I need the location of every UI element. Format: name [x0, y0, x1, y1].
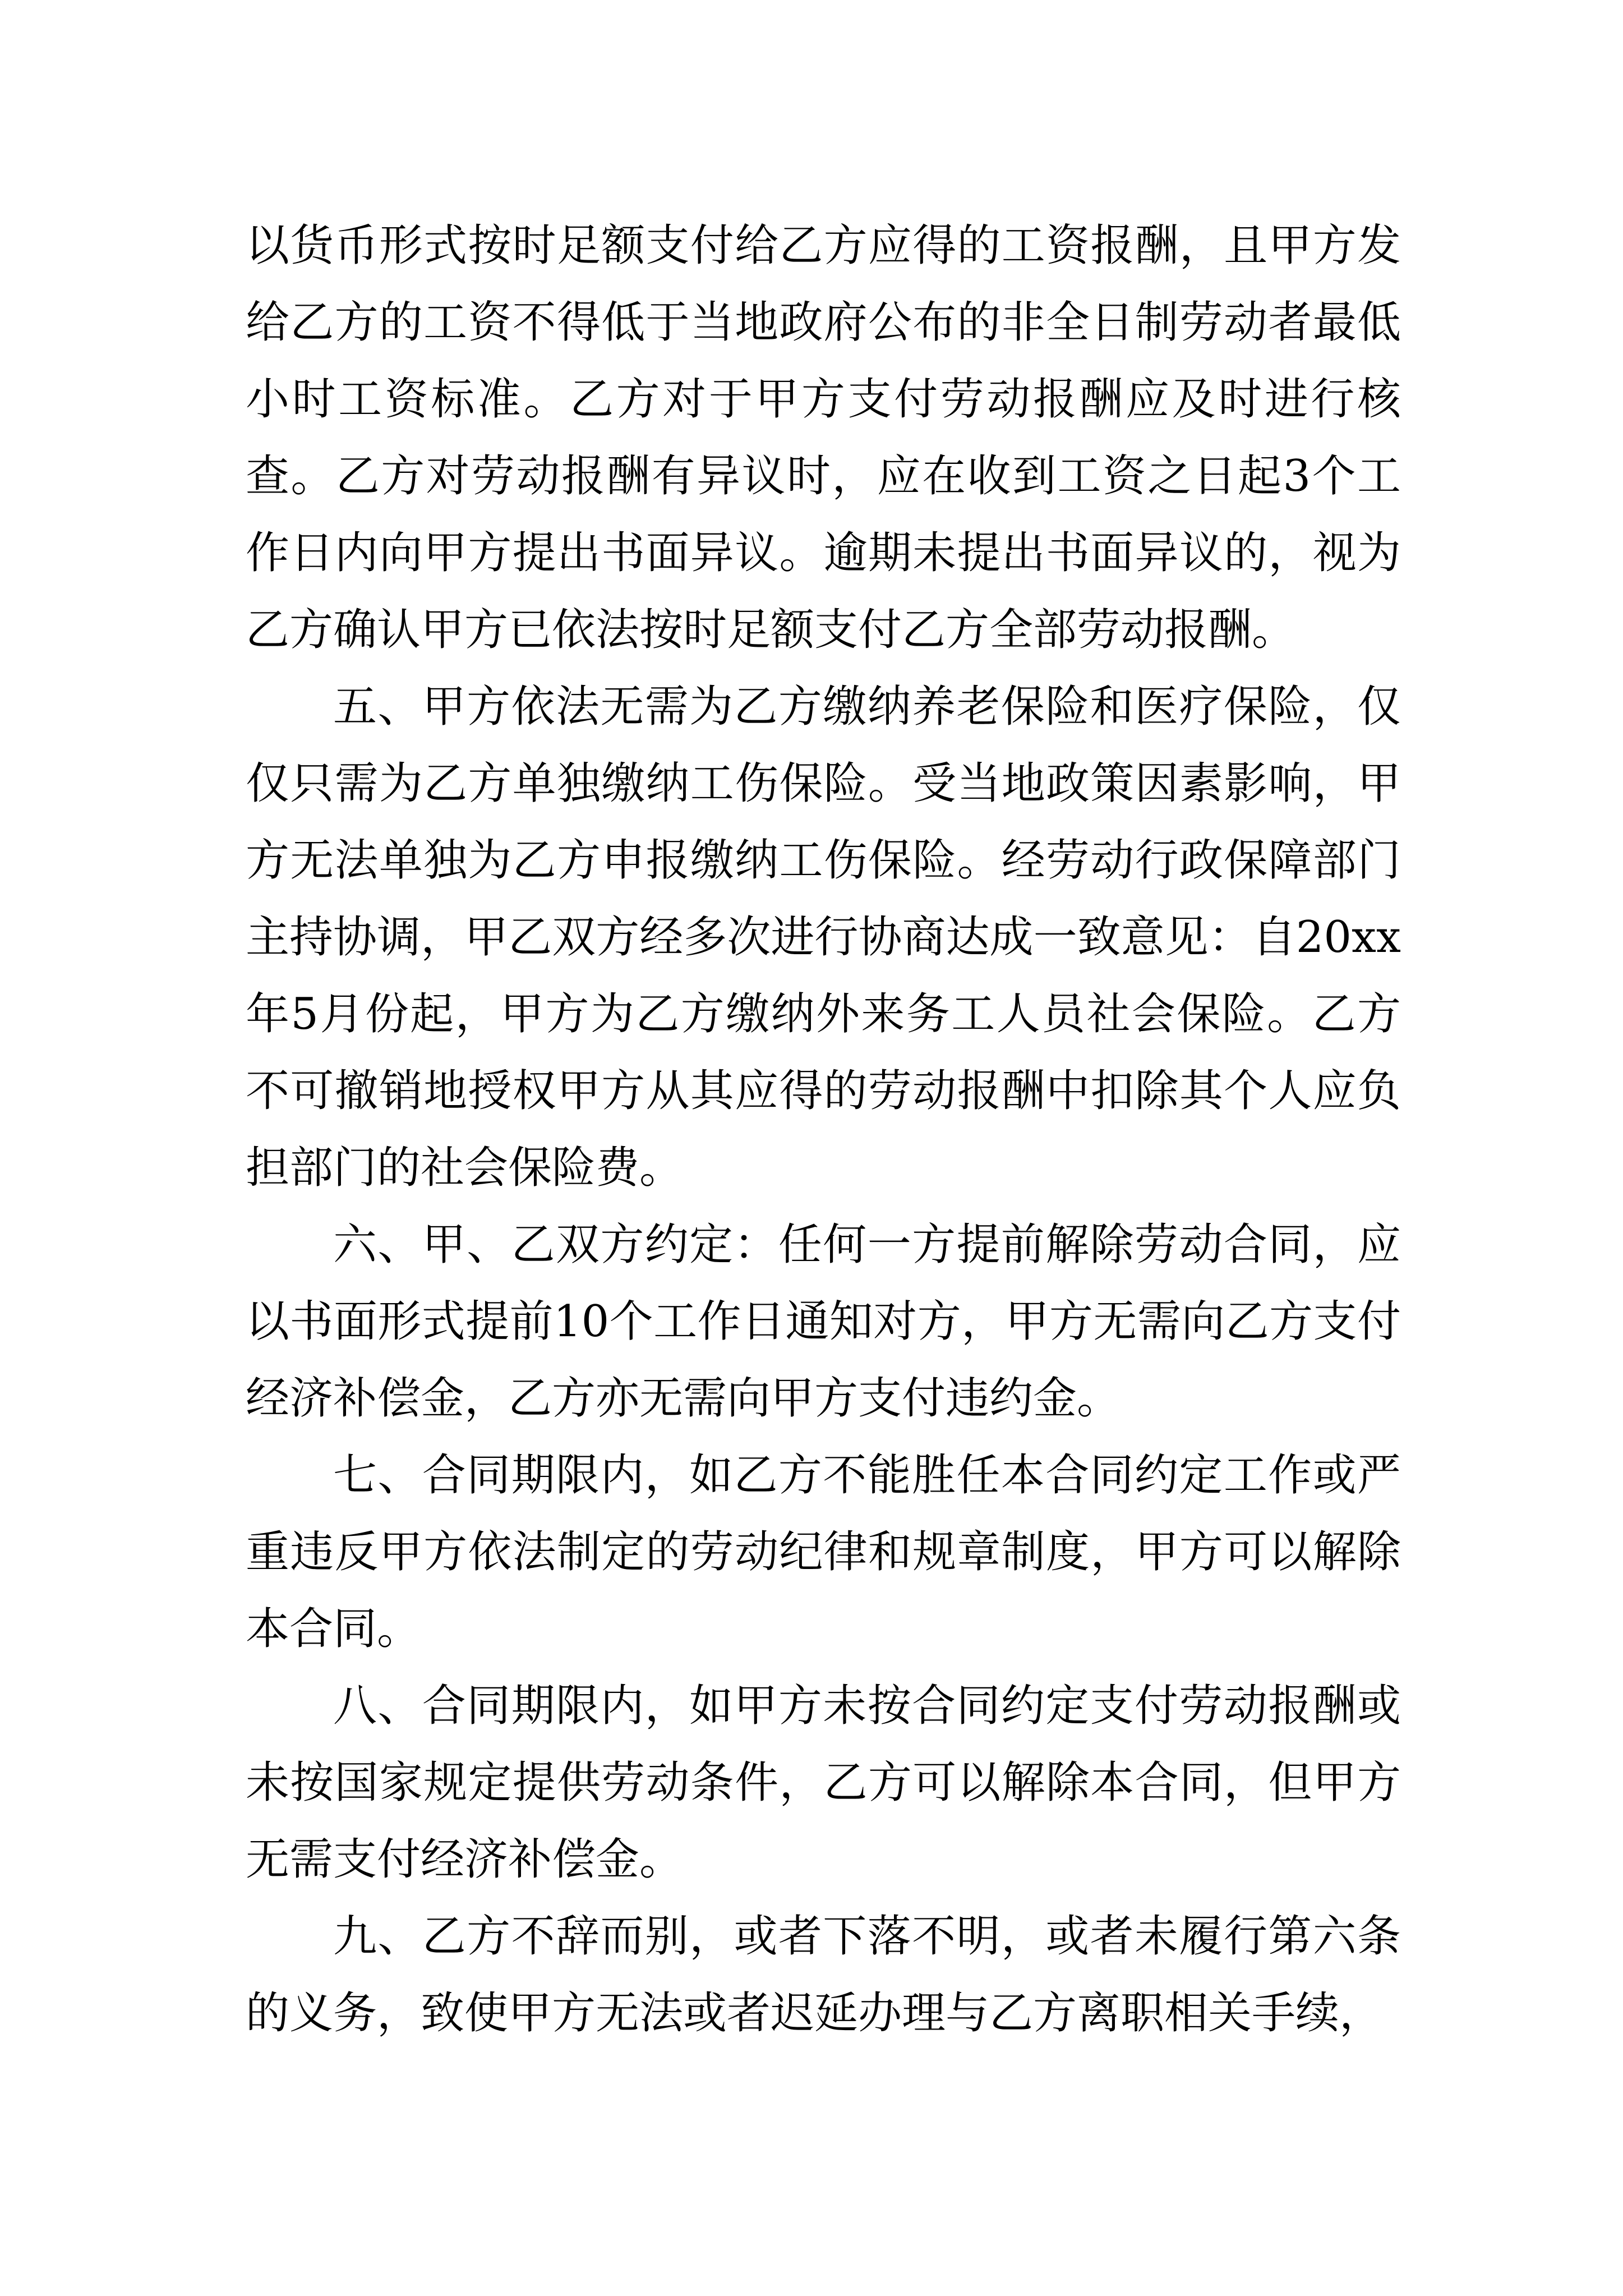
paragraph-clause-9-absence: 九、乙方不辞而别，或者下落不明，或者未履行第六条的义务，致使甲方无法或者迟延办理与乙方离职相关手续，	[246, 1911, 1401, 2039]
document-body	[246, 208, 1401, 2052]
paragraph-clause-5-insurance: 五、甲方依法无需为乙方缴纳养老保险和医疗保险，仅仅只需为乙方单独缴纳工伤保险。受当地政策因素影响，甲方无法单独为乙方申报缴纳工伤保险。经劳动行政保障部门主持协调，甲乙双方经多次进行协商达成一致意见：自20xx年5月份起，甲方为乙方缴纳外来务工人员社会保险。乙方不可撤销地授权甲方从其应得的劳动报酬中扣除其个人应负担部门的社会保险费。	[246, 682, 1401, 1193]
paragraph-clause-6-termination-notice: 六、甲、乙双方约定：任何一方提前解除劳动合同，应以书面形式提前10个工作日通知对方，甲方无需向乙方支付经济补偿金，乙方亦无需向甲方支付违约金。	[246, 1220, 1401, 1424]
paragraph-clause-7-employer-termination: 七、合同期限内，如乙方不能胜任本合同约定工作或严重违反甲方依法制定的劳动纪律和规章制度，甲方可以解除本合同。	[246, 1450, 1401, 1654]
paragraph-clause-8-employee-termination: 八、合同期限内，如甲方未按合同约定支付劳动报酬或未按国家规定提供劳动条件，乙方可以解除本合同，但甲方无需支付经济补偿金。	[246, 1681, 1401, 1885]
paragraph-wage-payment: 以货币形式按时足额支付给乙方应得的工资报酬，且甲方发给乙方的工资不得低于当地政府公布的非全日制劳动者最低小时工资标准。乙方对于甲方支付劳动报酬应及时进行核查。乙方对劳动报酬有异议时，应在收到工资之日起3个工作日内向甲方提出书面异议。逾期未提出书面异议的，视为乙方确认甲方已依法按时足额支付乙方全部劳动报酬。	[246, 220, 1401, 655]
